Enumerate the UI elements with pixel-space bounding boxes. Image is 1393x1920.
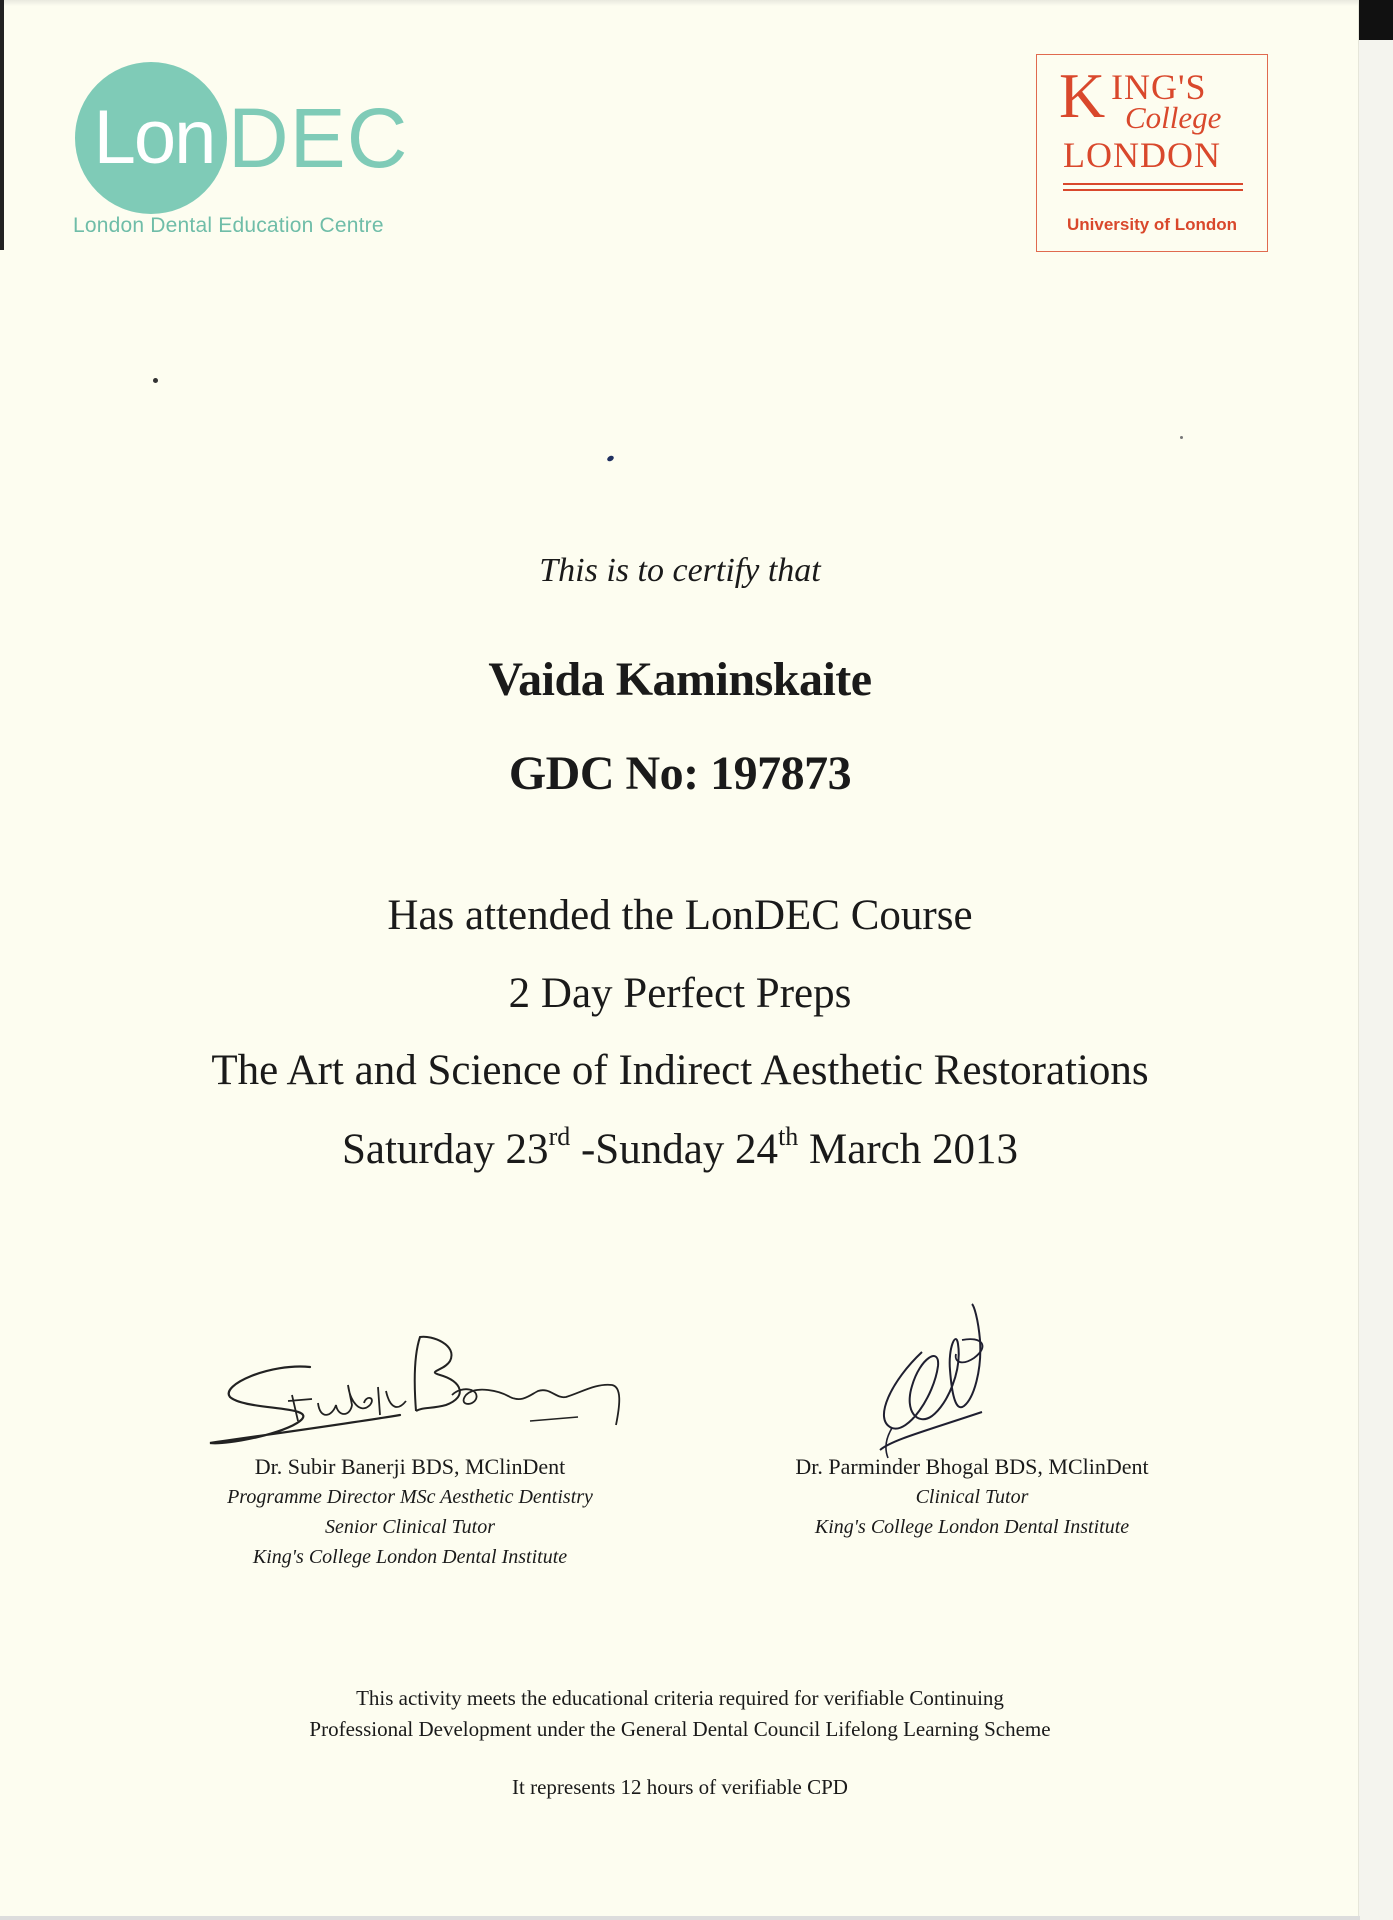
attended-line: Has attended the LonDEC Course [387,892,973,939]
page-edge-top [0,0,1393,6]
signatory-role: Clinical Tutor [915,1486,1029,1508]
signatory-banerji [180,1452,640,1572]
paper-speck [153,378,158,383]
kings-logo-university: University of London [1067,215,1237,234]
recipient-name: Vaida Kaminskaite [488,653,872,706]
page-edge-left [0,0,4,250]
londec-logo-lon: Lon [93,95,215,180]
signatory-name: Dr. Subir Banerji BDS, MClinDent [254,1454,566,1479]
signature-banerji [200,1325,660,1455]
page-edge-right [1358,0,1393,1920]
certify-intro: This is to certify that [539,552,821,589]
page-edge-bottom [0,1916,1360,1920]
signatory-role: King's College London Dental Institute [814,1516,1130,1538]
signature-bhogal [852,1300,1012,1470]
cpd-statement-line1: This activity meets the educational criteria required for verifiable Continuing [356,1686,1004,1710]
date-end-suffix: th [778,1122,799,1151]
kings-logo-rule [1063,189,1243,191]
londec-logo [72,62,412,252]
londec-logo-dec: DEC [228,91,409,185]
cpd-statement-line2: Professional Development under the General Dental Council Lifelong Learning Scheme [309,1717,1051,1741]
course-dates [0,1122,1360,1178]
paper-speck [1180,436,1183,439]
kings-logo-ings: ING'S [1111,67,1207,107]
cpd-hours: It represents 12 hours of verifiable CPD [512,1775,848,1799]
kings-logo-london: LONDON [1063,135,1221,175]
date-separator: -Sunday 24 [570,1126,779,1173]
paper-speck [606,455,615,463]
gdc-number: GDC No: 197873 [508,747,852,800]
date-start: Saturday 23 [341,1126,549,1173]
kings-logo-k: K [1059,60,1106,131]
signatory-name: Dr. Parminder Bhogal BDS, MClinDent [795,1454,1149,1479]
londec-logo-subtitle: London Dental Education Centre [73,214,384,237]
cpd-statement [0,1683,1360,1745]
kings-logo-rule [1063,183,1243,185]
signatory-role: Programme Director MSc Aesthetic Dentistry [227,1486,593,1508]
course-title: 2 Day Perfect Preps [508,970,852,1017]
signatory-role: Senior Clinical Tutor [324,1516,496,1538]
kings-college-logo [1036,54,1268,252]
signatory-role: King's College London Dental Institute [252,1546,568,1568]
course-subtitle: The Art and Science of Indirect Aesthetic Restorations [211,1047,1149,1094]
date-start-suffix: rd [548,1122,571,1151]
signatory-bhogal [742,1452,1202,1542]
date-month-year: March 2013 [798,1126,1019,1173]
kings-logo-college: College [1125,100,1222,135]
